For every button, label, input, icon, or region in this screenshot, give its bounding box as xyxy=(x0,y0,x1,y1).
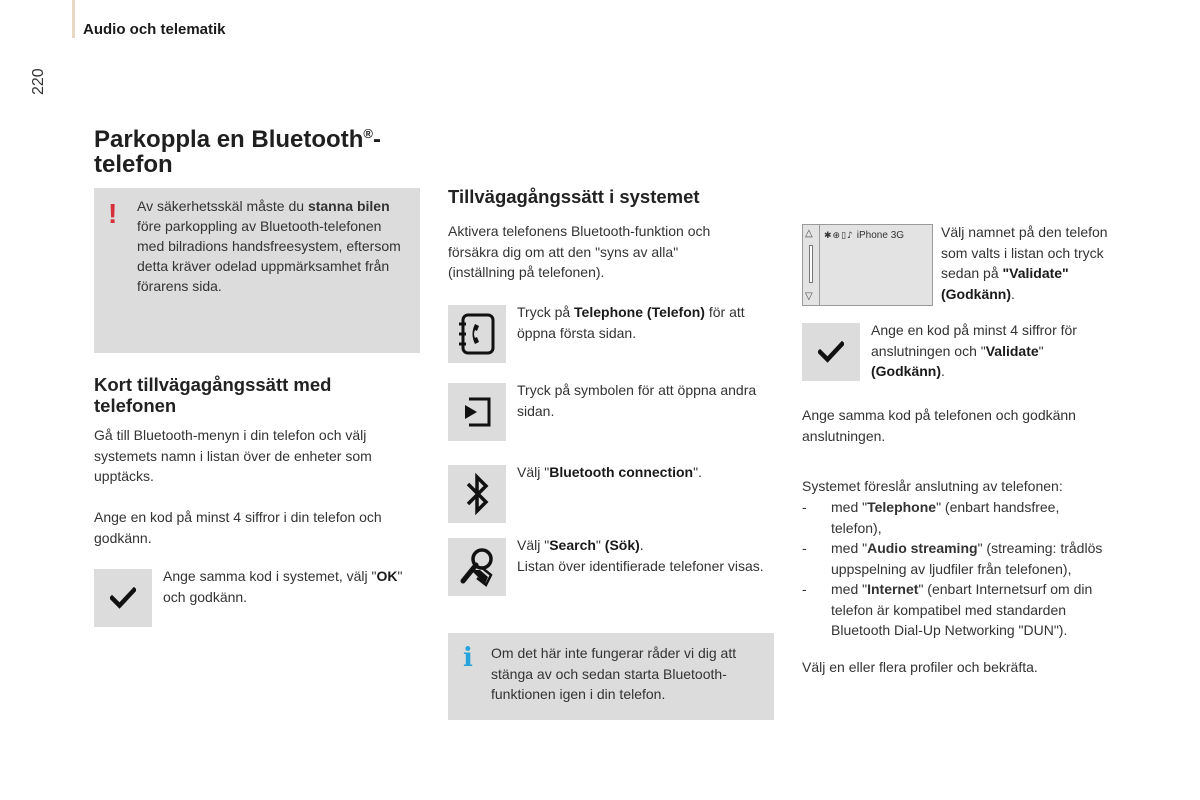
short-procedure-step-3: Ange samma kod i systemet, välj "OK" och godkänn. xyxy=(163,568,403,605)
scroll-up-icon: △ xyxy=(805,228,813,239)
right-step-2: Ange en kod på minst 4 siffror för anslutningen och "Validate" (Godkänn). xyxy=(871,322,1077,379)
device-list-screen xyxy=(802,224,933,306)
screen-scrollbar xyxy=(803,225,820,305)
check-icon-box-2 xyxy=(802,323,860,381)
next-page-icon xyxy=(460,395,494,429)
system-step-4: Välj "Search" (Sök). Listan över identifierade telefoner visas. xyxy=(517,537,764,574)
profile-item: - med "Internet" (enbart Internetsurf om din telefon är kompatibel med standarden Bluetooth Dial-Up Networking "DUN"). xyxy=(802,581,1093,638)
warning-text: Av säkerhetsskäl måste du stanna bilen före parkoppling av Bluetooth-telefonen med bilradions handsfreesystem, eftersom detta kräver odelad uppmärksamhet från förarens sida. xyxy=(137,198,401,294)
profile-icons: ✱⊕▯♪ xyxy=(824,231,854,241)
bluetooth-icon-box xyxy=(448,465,506,523)
right-paragraph-1: Ange samma kod på telefonen och godkänn anslutningen. xyxy=(802,407,1076,444)
search-icon-box xyxy=(448,538,506,596)
next-page-icon-box xyxy=(448,383,506,441)
telephone-icon-box xyxy=(448,305,506,363)
system-step-2: Tryck på symbolen för att öppna andra sidan. xyxy=(517,382,757,419)
right-paragraph-2: Systemet föreslår anslutning av telefonen: xyxy=(802,478,1063,494)
check-icon xyxy=(818,341,844,363)
telephone-icon xyxy=(457,312,497,356)
short-procedure-heading: Kort tillvägagångssätt med telefonen xyxy=(94,374,332,416)
system-step-3: Välj "Bluetooth connection". xyxy=(517,464,702,480)
bluetooth-icon xyxy=(462,472,492,516)
system-step-1: Tryck på Telephone (Telefon) för att öppna första sidan. xyxy=(517,304,745,341)
right-paragraph-3: Välj en eller flera profiler och bekräfta. xyxy=(802,659,1038,675)
profile-item: - med "Audio streaming" (streaming: trådlös uppspelning av ljudfiler från telefonen), xyxy=(802,540,1103,577)
scroll-track xyxy=(809,245,813,283)
system-procedure-heading: Tillvägagångssätt i systemet xyxy=(448,186,700,207)
page-number: 220 xyxy=(30,68,47,95)
section-title: Audio och telematik xyxy=(83,21,226,38)
check-icon xyxy=(110,587,136,609)
info-text: Om det här inte fungerar råder vi dig att stänga av och sedan starta Bluetooth-funktionen igen i din telefon. xyxy=(491,645,737,702)
short-procedure-step-2: Ange en kod på minst 4 siffror i din telefon och godkänn. xyxy=(94,509,382,546)
profile-list xyxy=(802,497,1112,641)
warning-box xyxy=(94,188,420,353)
system-intro: Aktivera telefonens Bluetooth-funktion och försäkra dig om att den "syns av alla" (inställning på telefonen). xyxy=(448,223,711,280)
info-icon: i xyxy=(463,643,473,673)
check-icon-box xyxy=(94,569,152,627)
scroll-down-icon: ▽ xyxy=(805,291,813,302)
device-list-item: ✱⊕▯♪ iPhone 3G xyxy=(824,230,905,241)
page-title: Parkoppla en Bluetooth®-telefon xyxy=(94,126,381,178)
short-procedure-step-1: Gå till Bluetooth-menyn i din telefon och välj systemets namn i listan över de enheter som upptäcks. xyxy=(94,427,372,484)
search-icon xyxy=(455,545,499,589)
right-step-1: Välj namnet på den telefon som valts i listan och tryck sedan på "Validate" (Godkänn). xyxy=(941,224,1108,302)
info-box xyxy=(448,633,774,720)
header-accent-bar xyxy=(72,0,75,38)
profile-item: - med "Telephone" (enbart handsfree, telefon), xyxy=(802,499,1060,536)
warning-icon: ! xyxy=(108,198,118,229)
